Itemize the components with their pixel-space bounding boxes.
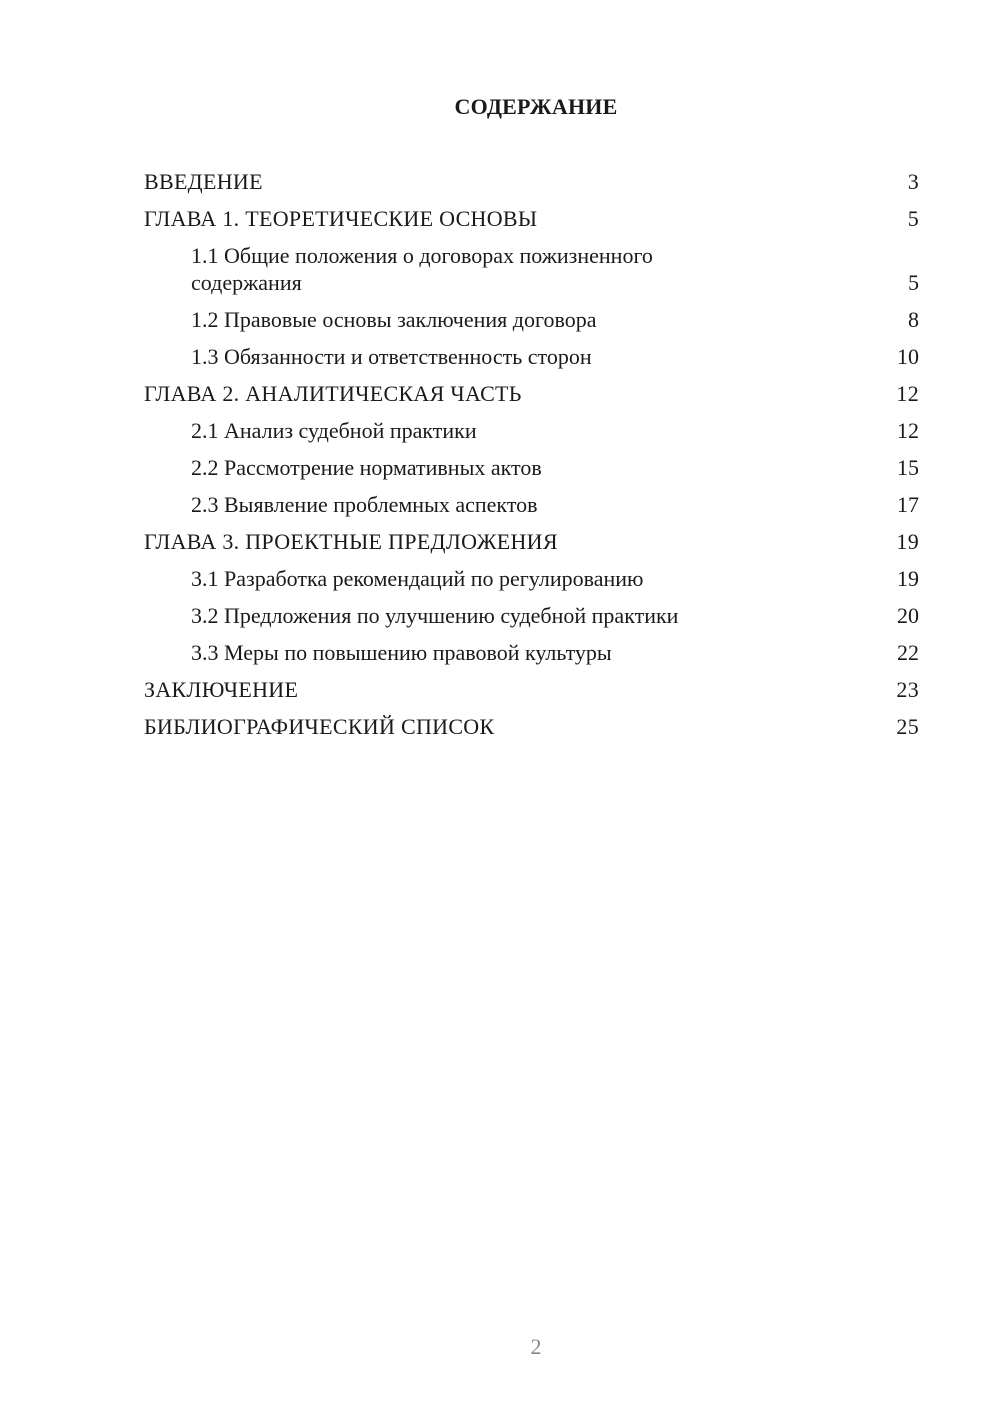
toc-entry-section-3-3 [144, 639, 919, 666]
toc-entry-label: ГЛАВА 1. ТЕОРЕТИЧЕСКИЕ ОСНОВЫ [144, 206, 538, 231]
toc-entry-section-3-2 [144, 602, 919, 629]
toc-entry-label: ГЛАВА 3. ПРОЕКТНЫЕ ПРЕДЛОЖЕНИЯ [144, 529, 558, 554]
toc-entry-page: 22 [897, 640, 919, 665]
toc-entry-page: 8 [908, 307, 919, 332]
toc-entry-page: 25 [896, 714, 919, 739]
toc-entry-page: 10 [897, 344, 919, 369]
toc-entry-page: 15 [897, 455, 919, 480]
toc-entry-page: 17 [897, 492, 919, 517]
toc-entry-page: 20 [897, 603, 919, 628]
page-number: 2 [530, 1334, 542, 1359]
toc-entry-label: 2.3 Выявление проблемных аспектов [191, 492, 538, 517]
table-of-contents [144, 168, 919, 750]
toc-entry-label: 3.1 Разработка рекомендаций по регулированию [191, 566, 644, 591]
toc-entry-section-1-3 [144, 343, 919, 370]
toc-entry-section-3-1 [144, 565, 919, 592]
toc-entry-chapter-3 [144, 528, 919, 555]
toc-entry-section-2-3 [144, 491, 919, 518]
toc-entry-chapter-1 [144, 205, 919, 232]
toc-entry-conclusion [144, 676, 919, 703]
toc-entry-label: 3.2 Предложения по улучшению судебной практики [191, 603, 679, 628]
toc-entry-page: 23 [896, 677, 919, 702]
toc-entry-label: ЗАКЛЮЧЕНИЕ [144, 677, 299, 702]
toc-entry-bibliography [144, 713, 919, 740]
toc-entry-page: 5 [907, 206, 919, 231]
toc-entry-label: ВВЕДЕНИЕ [144, 169, 263, 194]
toc-entry-label: 1.2 Правовые основы заключения договора [191, 307, 597, 332]
toc-entry-section-1-1 [144, 242, 919, 296]
toc-entry-page: 5 [908, 270, 919, 295]
toc-entry-page: 3 [907, 169, 919, 194]
toc-entry-introduction [144, 168, 919, 195]
toc-title: СОДЕРЖАНИЕ [454, 94, 618, 119]
toc-entry-section-1-2 [144, 306, 919, 333]
toc-entry-label: ГЛАВА 2. АНАЛИТИЧЕСКАЯ ЧАСТЬ [144, 381, 522, 406]
toc-entry-label: 1.1 Общие положения о договорах пожизненного содержания [191, 243, 653, 295]
toc-entry-label: 1.3 Обязанности и ответственность сторон [191, 344, 592, 369]
toc-entry-page: 12 [896, 381, 919, 406]
toc-entry-label: 2.2 Рассмотрение нормативных актов [191, 455, 542, 480]
toc-entry-section-2-2 [144, 454, 919, 481]
toc-entry-section-2-1 [144, 417, 919, 444]
toc-entry-page: 12 [897, 418, 919, 443]
toc-entry-page: 19 [897, 566, 919, 591]
toc-entry-chapter-2 [144, 380, 919, 407]
toc-entry-label: 2.1 Анализ судебной практики [191, 418, 477, 443]
toc-entry-label: БИБЛИОГРАФИЧЕСКИЙ СПИСОК [144, 714, 495, 739]
toc-entry-page: 19 [896, 529, 919, 554]
toc-entry-label: 3.3 Меры по повышению правовой культуры [191, 640, 612, 665]
